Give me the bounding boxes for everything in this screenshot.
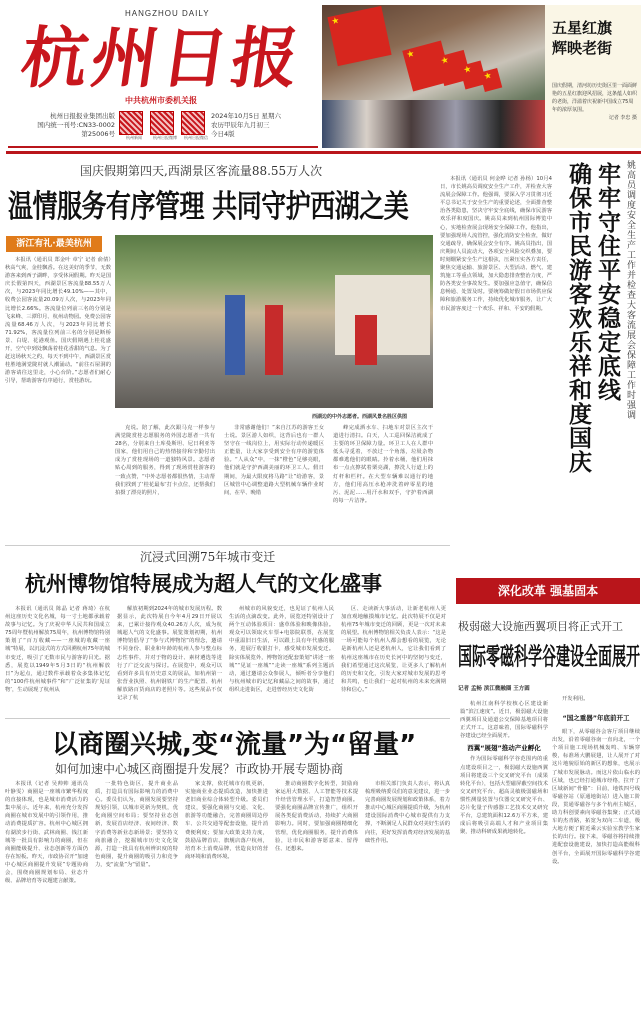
masthead-organ: 中共杭州市委机关报	[125, 96, 197, 105]
museum-column: 本报讯（通讯员 陈晶 记者 蒋琦）在杭州这座历史文化名城，每一寸土地都承载着故事与记忆。为了庆祝中华人民共和国成立75周年暨杭州解放75周年，杭州博物馆特别策划了“百万收藏——一座城的收藏一座城”特展，以沉浸式的方式回溯杭州75年的城市变迁，吸引了无数市民与游客的目光。据悉，展览以1949年5月3日的“杭州解放日”为起点，通过数件承载着众多集体记忆的“100件杭州城事件”和“广泛征集的‘见证物’，生动展现了杭州从	[5, 606, 110, 693]
section-banner: 深化改革 强基固本	[456, 578, 640, 604]
safety-kicker: 姚高员调度安全生产工作并检查大客流展会保障工作时强调	[625, 160, 635, 420]
museum-headline[interactable]: 杭州博物馆特展成为超人气的文化盛事	[25, 572, 382, 596]
commerce-kicker: 如何加速中心城区商圈提升发展？市政协开展专题协商	[55, 762, 344, 776]
safety-headline-1[interactable]: 牢牢守住平安稳定底线	[594, 162, 620, 402]
qr-label: 杭州日报微博	[153, 135, 177, 140]
cn-number: 国内统一刊号:CN33-0002	[37, 121, 115, 129]
publication-info	[30, 112, 115, 139]
safety-headline-2[interactable]: 确保市民游客欢乐祥和度国庆	[565, 162, 591, 474]
safety-story-text: 本报讯（通讯员 何金晔 记者 孙杨）10月4日，市长姚高员调度安全生产工作，并检查大客流展会保障工作。他强调，要深入学习贯彻习近平总书记关于安全生产的重要论述，全面排查整治各类隐患，坚决守牢安全底线，确保市民游客欢乐祥和度国庆。姚高员来到杭州国际博览中心，实地检查展会现场安全保障工作。他指出，要加强现场人流管控，强化消防安全检查，做好交通疏导，确保展会安全有序。姚高员指出，国庆期间人员流动大，各项安全风险交织叠加，要时刻绷紧安全生产这根弦，压紧压实各方责任，聚焦交通运输、旅游景区、大型活动、燃气、建筑施工等重点领域，加大隐患排查整治力度，严防各类安全事故发生。要加强应急值守，确保信息畅通、处置及时。要统筹做好假日市场供应保障和旅游服务工作，持续优化城市服务，让广大市民游客度过一个欢乐、祥和、平安的假期。	[440, 176, 552, 312]
subheading: “国之重器”年底前开工	[562, 714, 630, 723]
commerce-column: 家支撑，依托城市有机更新，实施商业业态提质改造，加快推进老旧商业综合体转型升级。委员们建议，要强化商圈与交通、文化、旅游等功能融合，完善商圈周边停车、公共交通等配套设施，提升消费便利度；要加大政策支持力度，鼓励品牌首店、旗舰店落户杭州，培育本土消费品牌，营造良好的营商环境和消费环境。	[185, 781, 268, 860]
photo-credit: 记者 李忠 摄	[608, 115, 637, 121]
masthead-english-name: HANGZHOU DAILY	[125, 9, 210, 18]
volunteers-photo[interactable]	[115, 235, 433, 408]
reform-headline[interactable]: 国际零磁科学谷建设全面展开	[458, 644, 640, 672]
masthead-rule	[6, 151, 641, 154]
qr-code-1[interactable]	[119, 111, 149, 141]
qr-label: 杭州日报微信	[184, 135, 208, 140]
commerce-headline[interactable]: 以商圈兴城,变“流量”为“留量”	[52, 730, 417, 760]
lead-column-a: 克说。陪了解，此次跟马克一样参与满觉陇赏桂志愿服务的外国志愿者一共有28名，分别来自土库曼斯坦、尼日利亚等国家，他们用自己的热情接待和辛勤付出成为了赏桂现场的一道独特风景。志愿者贴心周到的服务，得到了现场赏桂游客的一致点赞，“中外志愿者都很热情，主动帮我们找到了‘桂花最布’打卡点位，还帮我们拍摄了漂亮的照片，	[115, 425, 215, 496]
lead-column-left: 本报讯（通讯员 郑金叶 章宁 记者 俞倩）秋高气爽，金桂飘香。在这美好的季节，无数游客来到西子湖畔，享受休闲假期。昨天是国庆长假第四天，西湖景区客流量88.55万人次，与2023年同比增长49.10%——其中，收费公园客流量20.09万人次，与2023年同比增长2.66%。客流量位列前三名的分别是飞来峰、三潭印月、杭州动物园。免费公园客流量68.46万人次，与2023年同比增长71.92%，客流量位列前三名的分别是断桥景、白堤、花港观鱼。国庆假期遇上桂花盛开，空气中到处飘荡着桂花香甜的气息。为了赶这场秋天之约，每天不到中午，西湖景区赏桂胜地满觉陇村就人潮涌动。“前往石屋洞的游客请往这里走，小心台阶。”志愿者们耐心引导，帮助游客有序通行，赏桂游玩。	[5, 257, 111, 385]
lead-column-c: 峰完成洒水车、扫地车对景区主次干道进行清扫。白天，人工巡回保洁就成了主要的环卫保障力量。环卫工人在人群中低头寻觅着，不放过一个角落，垃圾杂物都难逃他们的眼睛。拎着水桶，他们用抹布一点点擦拭着栗亮湖，擦洗人行道上的灯杆和栏杆。在大型车辆难以通行的地方，他们用高压水枪冲洗着碎零星的地污、泥泥……用汗水和双手，守护着西湖的每一片洁净。	[333, 425, 433, 504]
photo-feature-title: 五星红旗 辉映老街	[552, 19, 613, 57]
commerce-column: 推动商圈数字化转型，鼓励商家运用大数据、人工智能等技术提升经营管理水平，打造智慧商圈。要强化商圈品牌宣传推广，组织开展各类促消费活动，持续扩大商圈影响力。同时，要加强商圈精细化管理，优化商圈服务，提升消费体验，让市民和游客愿意来、留得住、还想来。	[275, 781, 358, 852]
reform-column-b: 开发利用。 “国之重器”年底前开工 眼下，从零磁谷会客厅项目继续出发，沿着零磁谷南一直向北，一个个项目施工现场机械轰鸣、车辆穿梭，标准场大鹏展翅，让人展开了对这片地貌原始的新区的想象，也展示了城市发展脉动。而这片依山临水的区域，也已经打通城市经络，拉开了区域新间“骨骼”：目前，地铁四号线零磁谷站（原通地街站）进入施工阶段，贯通零磁谷与多个杭州主城区，助力科创要素向零磁谷集聚；正式通车的杰青路，拓宽为双向二车道，极大地方便了附近乘云实验室教学生家长的出行。接下来，零磁谷将持续推进配套设施建设，加快打造高能级科创平台，全面展开国际零磁科学谷建设。	[552, 696, 640, 865]
commerce-column: 本报讯（记者 吴帅帅 通讯员 叶静雯）商圈是一座城市繁华程度的直接体现，也是城市消费活力的集中展示。近年来，杭州充分发挥商圈在城市发展中的引领作用，推动消费提质扩容。杭州中心城区拥有湖滨步行街、武林商圈、钱江新城等一批具有影响力的商圈，但在商圈能级提升、业态创新等方面仍存在短板。昨天，市政协召开“加速中心城区商圈提升发展”专题协商会，围绕商圈规划布局、业态升级、品牌培育等议题建言献策。	[5, 781, 88, 885]
qr-code-3[interactable]	[181, 111, 211, 141]
lead-kicker: 国庆假期第四天,西湖景区客流量88.55万人次	[80, 164, 323, 178]
qr-label: 杭州新闻	[126, 135, 142, 140]
date-info	[211, 112, 281, 139]
museum-column: 区、走读新大事活动，让新老杭州人更加直观地触摸城市记忆。此次特展不仅是对杭州75年城市变迁的回顾，更是一次对未来的展望。杭州博物馆相关负责人表示：“这是一场可能每个杭州人都会想看的展览，无论是新杭州人还是老杭州人，它让我们看到了杭州这座城市在历史长河中的坚韧与变迁，我们希望通过这次展览，让更多人了解杭州的历史和文化，引发大家对城市发展的思考和共鸣，也让我们一起对杭州的未来充满期待和信心。”	[341, 606, 446, 693]
subheading: 西翼“展翅”推动产业孵化	[467, 744, 541, 753]
byline: 记者 孟畅 滨江微融圈 王方圆	[458, 686, 530, 692]
divider	[5, 718, 450, 719]
photo-caption: 西湖边的中外志愿者。西湖风景名胜区供图	[312, 414, 408, 420]
museum-kicker: 沉浸式回溯75年城市变迁	[140, 550, 276, 564]
lead-headline[interactable]: 温情服务有序管理 共同守护西湖之美	[8, 188, 409, 225]
flags-street-photo[interactable]	[322, 5, 545, 148]
reform-column-a: 杭州江南科学校核心区建设新篇“滨江速度”。近日，极弱磁大设施西翼项目及通道公交保障基地项目将正式开工。这意味着，国际零磁科学谷建设已经全面展开。 西翼“展翅”推动产业孵化 作为国际零磁科学谷范围内的重点建设项目之一，极弱磁大设施西翼项目将建设三个交叉研究平台（成果转化平台），包括大型磁屏蔽空间技术交叉研究平台、超高灵敏极弱磁场和惯性测量装置与仪器交叉研究平台、芯片化量子传感器工艺技术交叉研究平台，总建筑面积12.6万平方米，建成后将吸引高端人才和产业项目集聚，推动科研成果就地转化。	[460, 701, 548, 836]
masthead-logo: 杭州日报	[16, 19, 308, 97]
reform-kicker: 极弱磁大设施西翼项目将正式开工	[458, 620, 623, 633]
publisher: 杭州日报报业集团出版	[50, 112, 115, 120]
commerce-column: 市相关部门负责人表示，将认真梳理吸纳委员们的意见建议，进一步完善商圈发展规划和政策体系，着力推动中心城区商圈提质升级，为杭州建设国际消费中心城市提供有力支撑，不断满足人民群众对美好生活的向往，更好发挥消费对经济发展的基础性作用。	[365, 781, 450, 844]
museum-column: 解放初期到2024年的城市发展历程。数据显示，此次特展自今年4月29日开展以来，已累计接待观众40.26万人次，成为杭城超人气的文化盛事。展览策划初期，杭州博物馆倡导了“参与式博物馆”的理念，邀请不同身份、职业和年龄的杭州人参与整点标志性事件，并对于物的设计、素材遴选等进行了广泛交流与探讨。在展览中，观众可以看到许多具有历史意义的展品，如杭州第一张营业执照、杭州钢铁厂的生产配置、杭州解放路百货商店的老照片等。这些展品不仅记录了杭	[117, 606, 222, 702]
photo-feature-caption: 国庆假期，清河坊历史街区里一面面鲜艳的五星红旗迎风招展，这条蕴人如织的老街，洋溢着庆祝新中国成立75周年的浓厚氛围。 记者 李忠 摄	[552, 83, 638, 121]
museum-column: 州城市的风貌变迁，也见证了杭州人民生活的点滴改变。此外，展览还特别设计了两个互动体验项目：盛草体验和映像体验。观众可以领取火车票+电影院联票，在展览中重温旧日生活，可以跟上具有年代感的服务，进展厅收银打卡，感受城市发展变迁。除实体展览外，博物馆还配套策划“讲述一座城”“见证一座城”“走读一座城”系列主题活动，通过邀请公众参展人，倾听者分享他们与杭州城市的记忆和藏品之间的故事，通过组织走进街区，走进曾经历史文化街	[229, 606, 334, 693]
page-count: 今日4版	[211, 130, 235, 138]
commerce-column: 一批特色街区，提升商业品质，打造具有国际影响力的消费中心。委员们认为，商圈发展要坚持规划引领，以城市更新为契机，优化商圈空间布局；要坚持业态创新，发展首店经济、夜间经济、数字消费等新业态新场景；要坚持文商旅融合，挖掘城市历史文化资源，打造一批具有杭州辨识度的特色商圈，提升商圈的吸引力和竞争力，变“流量”为“留量”。	[95, 781, 178, 868]
issue-number: 第25006号	[81, 130, 115, 138]
divider	[8, 146, 318, 148]
date: 2024年10月5日 星期六	[211, 112, 282, 120]
qr-code-2[interactable]	[150, 111, 180, 141]
lunar-date: 农历甲辰年九月初三	[211, 121, 270, 129]
lead-column-b: 非常感谢他们！”来自江苏的游客王女士说。景区游人如织，这背后也有一群人坚守在一线岗位上，用实际行动传递暖区正能量，让大家享受到安全有序的游览体验。“人从众”中，一抹“橙色”足够亮眼，他们就是守护西湖美丽的环卫工人。假日期间，为最大限度将马路“让”给游客，景区城管中心调整道路大型机械车辆作业时间，在早、晚错	[224, 425, 324, 496]
section-tag: 浙江有礼·最美杭州	[6, 236, 102, 252]
divider	[5, 545, 450, 546]
